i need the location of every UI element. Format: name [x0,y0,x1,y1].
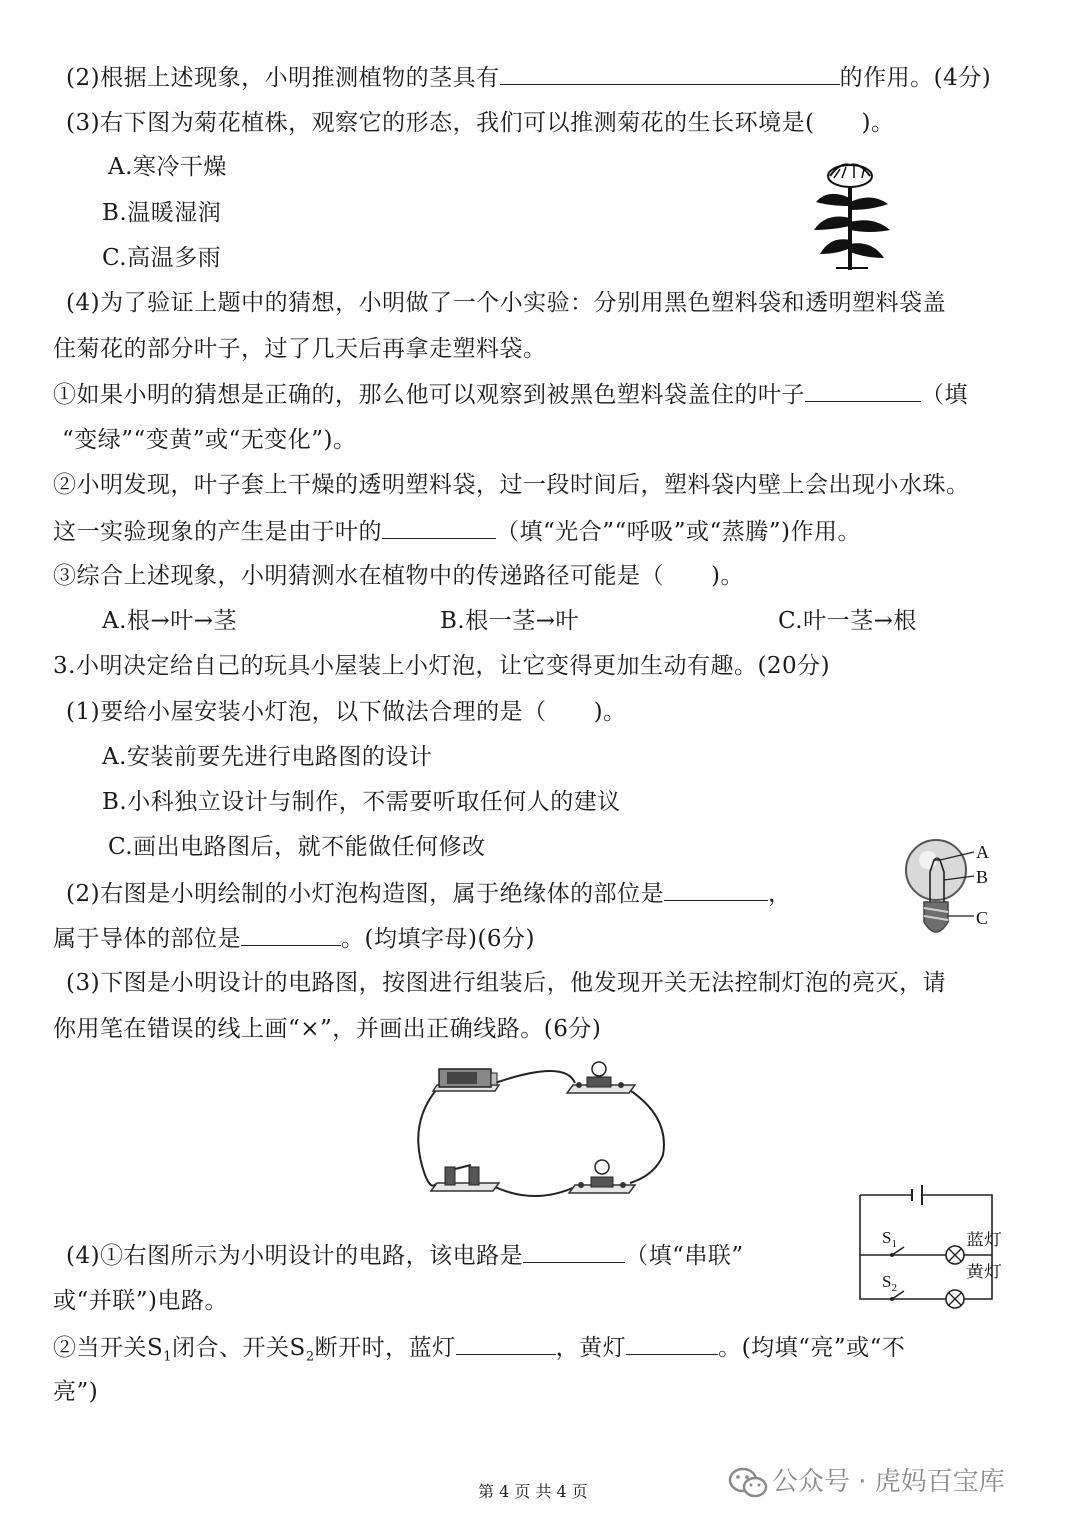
q2-part3-option-a[interactable]: A.寒冷干燥 [108,154,227,180]
q3-part4-text: (4)①右图所示为小明设计的电路，该电路是 [66,1243,524,1269]
label-s2: S [882,1272,892,1291]
q3-part1-option-a[interactable]: A.安装前要先进行电路图的设计 [102,744,433,770]
q3-part2-conductor-blank[interactable] [241,923,341,946]
label-s1: S [882,1228,892,1247]
q3-part2-line2-suffix: 。(均填字母)(6分) [341,926,536,952]
label-yellow-lamp: 黄灯 [966,1262,1002,1281]
q3-part4b-line2: 亮”) [53,1379,99,1405]
wire-battery-to-bulb1[interactable] [495,1071,575,1083]
q3-part4b-sub1: 1 [163,1349,173,1365]
wechat-icon [728,1466,768,1500]
parallel-circuit-diagram [852,1185,1004,1309]
q2-sub1-text: ①如果小明的猜想是正确的，那么他可以观察到被黑色塑料袋盖住的叶子 [53,382,805,408]
bulb-holder-2 [569,1160,635,1193]
q2-part4-stem-line1: (4)为了验证上题中的猜想，小明做了一个小实验：分别用黑色塑料袋和透明塑料袋盖 [66,290,947,316]
label-blue-lamp: 蓝灯 [966,1230,1002,1249]
q3-part4b-text1: ②当开关S [53,1335,164,1361]
physical-circuit-figure[interactable] [415,1055,670,1205]
wire-switch-to-bulb2[interactable] [495,1187,575,1196]
q2-part3-option-b[interactable]: B.温暖湿润 [102,200,222,226]
q3-part2-line1 [66,878,792,909]
q2-sub3-option-a[interactable]: A.根→叶→茎 [102,608,237,634]
q3-part4-line2: 或“并联”)电路。 [53,1288,228,1314]
q3-part4b-suffix: 。(均填“亮”或“不 [718,1335,906,1361]
q3-part2-text: (2)右图是小明绘制的小灯泡构造图，属于绝缘体的部位是 [66,881,665,907]
chrysanthemum-plant-figure [810,160,894,272]
q2-sub1-suffix: （填 [921,382,968,408]
q3-part1-option-b[interactable]: B.小科独立设计与制作，不需要听取任何人的建议 [102,789,621,815]
q2-part2-line [66,62,991,93]
watermark-text: 公众号 · 虎妈百宝库 [772,1467,1005,1497]
q3-part1-option-c[interactable]: C.画出电路图后，就不能做任何修改 [108,834,486,860]
light-bulb-structure-figure [898,832,1000,944]
q2-sub2-text: 这一实验现象的产生是由于叶的 [53,519,382,545]
q2-part2-text: (2)根据上述现象，小明推测植物的茎具有 [66,65,500,91]
q2-sub2-line1: ②小明发现，叶子套上干燥的透明塑料袋，过一段时间后，塑料袋内壁上会出现小水珠。 [53,472,970,498]
label-s2-sub: 2 [891,1282,897,1294]
q3-part4-line1 [66,1240,744,1271]
label-s1-sub: 1 [891,1238,897,1250]
bulb-holder-1 [567,1062,635,1093]
q3-part4b-yellow-blank[interactable] [626,1332,718,1355]
page-number: 第 4 页 共 4 页 [478,1482,588,1501]
bulb-label-c: C [976,908,989,928]
q3-part3-line1: (3)下图是小明设计的电路图，按图进行组装后，他发现开关无法控制灯泡的亮灭，请 [66,970,947,996]
q2-part4-stem-line2: 住菊花的部分叶子，过了几天后再拿走塑料袋。 [53,336,547,362]
q3-part4b-text4: ，黄灯 [555,1335,627,1361]
q2-part3-stem: (3)右下图为菊花植株，观察它的形态，我们可以推测菊花的生长环境是( )。 [66,110,895,136]
q3-part4b-blue-blank[interactable] [456,1332,556,1355]
q2-sub3-option-c[interactable]: C.叶一茎→根 [778,608,917,634]
q3-part4-suffix: （填“串联” [625,1243,744,1269]
wire-bulb1-to-bulb2[interactable] [625,1087,664,1183]
q3-part2-line2 [53,923,535,954]
q3-part4-blank[interactable] [523,1240,625,1263]
q3-part3-line2: 你用笔在错误的线上画“×”，并画出正确线路。(6分) [53,1016,602,1042]
q2-part2-blank[interactable] [500,62,840,85]
q3-part4b-text3: 断开时，蓝灯 [314,1335,456,1361]
q3-title: 3.小明决定给自己的玩具小屋装上小灯泡，让它变得更加生动有趣。(20分) [53,653,831,679]
q2-sub3-stem: ③综合上述现象，小明猜测水在植物中的传递路径可能是（ )。 [53,563,744,589]
battery-holder [433,1069,499,1091]
q3-part2-comma: ， [768,881,792,907]
svg-text:S1 [882,1228,897,1250]
q3-part4b-text2: 闭合、开关S [172,1335,306,1361]
svg-text:S2 [882,1272,897,1294]
q2-sub1-line2: “变绿”“变黄”或“无变化”)。 [62,427,357,453]
q2-sub2-blank[interactable] [382,516,496,539]
battery-symbol [912,1185,922,1205]
q3-part4b-sub2: 2 [305,1349,315,1365]
wire-battery-to-switch[interactable] [418,1089,437,1186]
bulb-label-b: B [976,867,989,887]
q2-sub2-suffix: （填“光合”“呼吸”或“蒸腾”)作用。 [496,519,862,545]
q2-sub1-line1 [53,379,968,410]
q2-sub3-option-b[interactable]: B.根一茎→叶 [440,608,579,634]
q3-part4b-line1 [53,1332,905,1373]
bulb-label-a: A [976,842,989,862]
q2-sub1-blank[interactable] [805,379,921,402]
q2-part3-option-c[interactable]: C.高温多雨 [102,245,222,271]
q3-part2-line2-text: 属于导体的部位是 [53,926,241,952]
q2-sub2-line2 [53,516,861,547]
switch-holder [431,1165,499,1191]
q3-part2-insulator-blank[interactable] [664,878,768,901]
q3-part1-stem: (1)要给小屋安装小灯泡，以下做法合理的是（ )。 [66,699,627,725]
q2-part2-suffix: 的作用。(4分) [839,65,992,91]
